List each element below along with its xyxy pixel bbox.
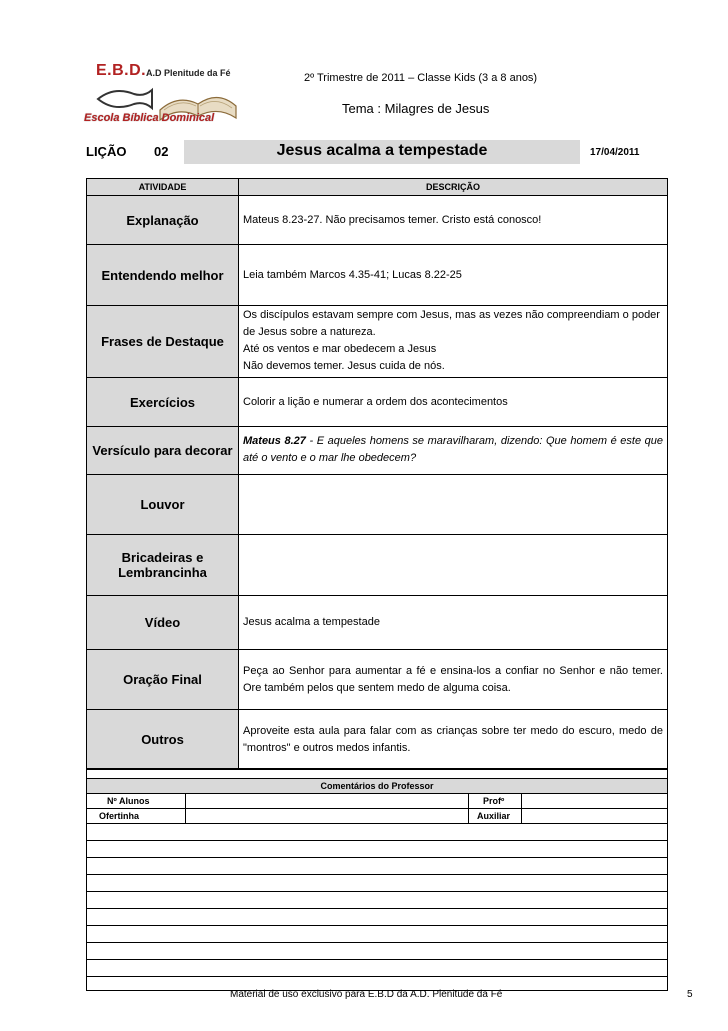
activity-label: Frases de Destaque [87,306,239,377]
verse-description [239,427,667,474]
comment-line[interactable] [87,943,667,960]
comment-line[interactable] [87,875,667,892]
column-header-activity: ATIVIDADE [87,179,239,195]
comment-line[interactable] [87,892,667,909]
activity-description: Jesus acalma a tempestade [243,616,380,628]
activity-label: Exercícios [87,378,239,426]
table-row [87,244,667,305]
students-label: Nº Alunos [107,796,150,806]
lesson-title: Jesus acalma a tempestade [276,142,488,159]
activity-description [239,306,667,377]
activity-description: Colorir a lição e numerar a ordem dos acontecimentos [243,395,508,408]
activity-label: Versículo para decorar [87,427,239,474]
comment-line[interactable] [87,909,667,926]
activity-description: Peça ao Senhor para aumentar a fé e ensina-los a confiar no Senhor e não temer. Ore também pelos que sentem medo de alguma coisa. [243,664,663,694]
table-row [87,195,667,244]
students-row [87,794,667,809]
fish-icon [94,84,156,114]
teacher-field[interactable] [521,794,668,808]
lesson-number: 02 [154,144,169,159]
activity-description [239,475,667,534]
activity-label: Oração Final [87,650,239,709]
ebd-logo [82,56,242,134]
lesson-date: 17/04/2011 [590,147,640,158]
table-row [87,534,667,595]
lesson-label: LIÇÃO [86,144,127,159]
column-header-description: DESCRIÇÃO [239,179,667,195]
description-line: Os discípulos estavam sempre com Jesus, mas as vezes não compreendiam o poder de Jesus sobre a natureza. [243,309,660,338]
activity-description: Leia também Marcos 4.35-41; Lucas 8.22-25 [243,268,462,281]
logo-ebd-text: E.B.D. [96,62,147,79]
verse-text: - E aqueles homens se maravilharam, dizendo: Que homem é este que até o vento e o mar lhe obedecem? [243,435,663,464]
activity-label: Louvor [87,475,239,534]
footer-text: Material de uso exclusivo para E.B.D da A.D. Plenitude da Fé [230,989,503,1000]
table-row [87,649,667,709]
table-row [87,377,667,426]
offering-field[interactable] [185,809,469,823]
comment-line[interactable] [87,926,667,943]
logo-ad-text: A.D Plenitude da Fé [146,68,231,78]
comments-title: Comentários do Professor [87,779,667,794]
comment-line[interactable] [87,824,667,841]
page-number: 5 [687,989,693,1000]
comment-line[interactable] [87,960,667,977]
table-row [87,595,667,649]
comment-line[interactable] [87,841,667,858]
table-row [87,474,667,534]
description-line: Não devemos temer. Jesus cuida de nós. [243,360,445,372]
spacer-row [87,769,667,779]
teacher-label: Profº [483,796,505,806]
table-header-row [87,179,667,195]
activity-label: Entendendo melhor [87,245,239,305]
activity-label: Explanação [87,196,239,244]
assistant-field[interactable] [521,809,668,823]
comments-section [86,768,668,991]
offering-label: Ofertinha [99,811,140,821]
activity-description [239,535,667,595]
table-row [87,426,667,474]
trimester-header: 2º Trimestre de 2011 – Classe Kids (3 a 8 anos) [304,72,538,84]
activity-label: Vídeo [87,596,239,649]
activity-label: Bricadeiras e Lembrancinha [87,535,239,595]
comment-line[interactable] [87,858,667,875]
activity-description: Mateus 8.23-27. Não precisamos temer. Cristo está conosco! [243,213,542,226]
activity-label: Outros [87,710,239,769]
verse-reference: Mateus 8.27 [243,435,306,447]
assistant-label: Auxiliar [477,811,511,821]
students-field[interactable] [185,794,469,808]
activity-description: Aproveite esta aula para falar com as crianças sobre ter medo do escuro, medo de "montros" e outros medos infantis. [243,724,663,754]
description-line: Até os ventos e mar obedecem a Jesus [243,343,437,355]
activity-table [86,178,668,770]
table-row [87,709,667,769]
offering-row [87,809,667,824]
theme-header: Tema : Milagres de Jesus [342,101,490,116]
logo-escola-text: Escola Bíblica Dominical [84,112,215,124]
table-row [87,305,667,377]
